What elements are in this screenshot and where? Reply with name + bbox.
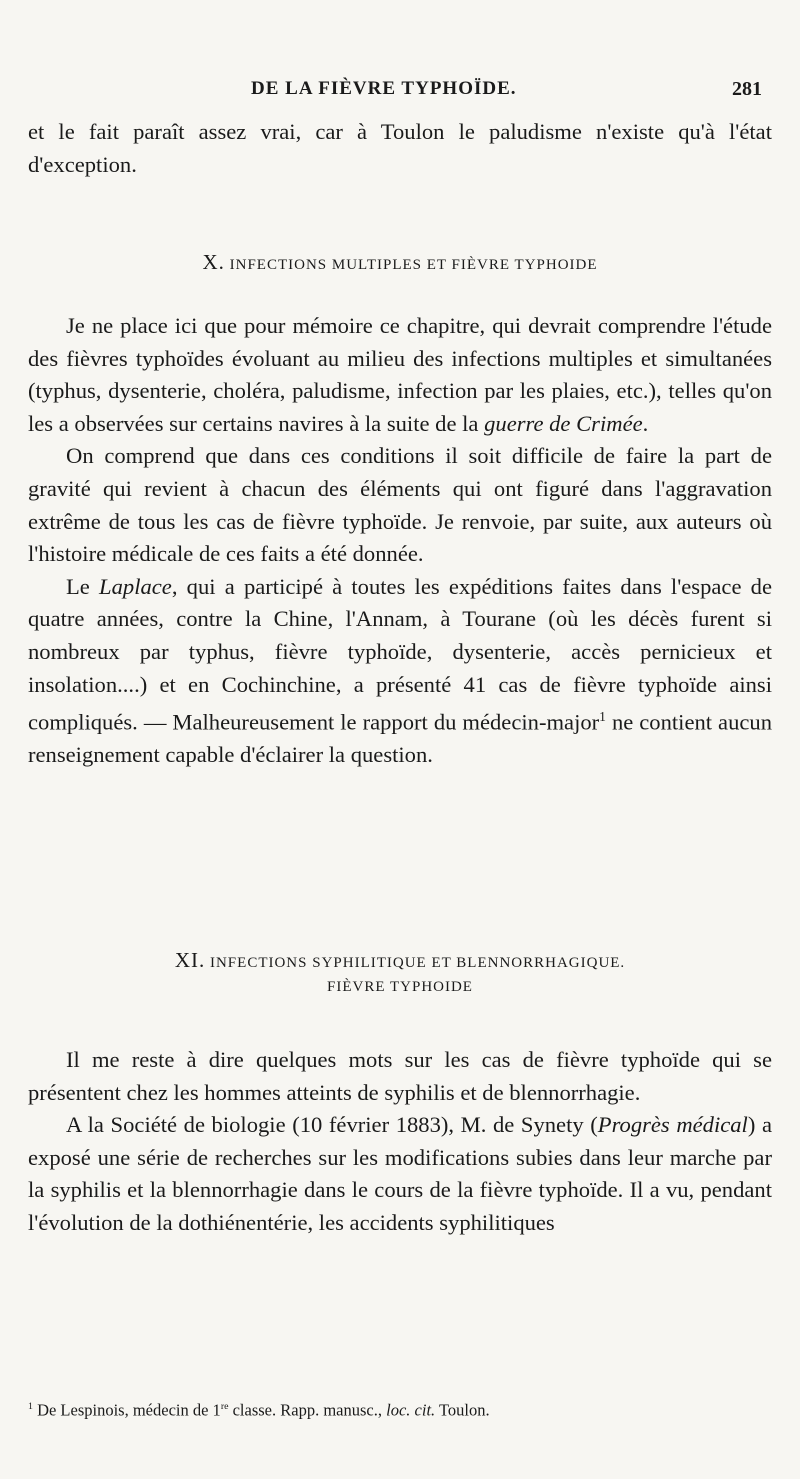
footnote-text-middle: classe. Rapp. manusc., [228, 1400, 387, 1420]
footnote [28, 1396, 772, 1422]
section-xi-p2-end: ) a exposé une série de recherches sur les modifications subies dans leur marche par la syphilis et la blennorrhagie dans le cours de la fièvre typhoïde. Il a vu, pendant l'évolution de la dothiénentérie, les accidents syphilitiques [28, 1112, 772, 1235]
section-xi-title-line-2: FIÈVRE TYPHOIDE [327, 979, 473, 995]
page-number: 281 [732, 78, 762, 100]
footnote-ordinal: re [220, 1401, 229, 1412]
section-x-paragraph-2: On comprend que dans ces conditions il soit difficile de faire la part de gravité qui revient à chacun des éléments qui ont figuré dans l'aggravation extrême de tous les cas de fièvre typhoïde. Je renvoie, par suite, aux auteurs où l'histoire médicale de ces faits a été donnée. [28, 443, 772, 567]
section-x-p3-start: Le [66, 573, 100, 599]
section-xi-paragraph-1: Il me reste à dire quelques mots sur les cas de fièvre typhoïde qui se présentent chez les hommes atteints de syphilis et de blennorrhagie. [28, 1047, 772, 1105]
footnote-marker: 1 [28, 1401, 33, 1412]
section-xi-heading [0, 948, 800, 996]
running-header [0, 78, 800, 104]
running-title: DE LA FIÈVRE TYPHOÏDE. [251, 78, 517, 99]
section-xi-number: XI. [174, 948, 206, 972]
section-x-p1-end: . [642, 410, 649, 436]
section-xi-body [28, 1044, 772, 1240]
footnote-text-start: De Lespinois, médecin de 1 [37, 1400, 221, 1420]
section-xi-paragraph-2 [28, 1109, 772, 1239]
section-x-body [28, 310, 772, 772]
section-x-p1-text: Je ne place ici que pour mémoire ce chapitre, qui devrait comprendre l'étude des fièvres typhoïdes évoluant au milieu des infections multiples et simultanées (typhus, dysenterie, choléra, paludisme, infection par les plaies, etc.), telles qu'on les a observées sur certains navires à la suite de la [28, 313, 772, 436]
intro-text: et le fait paraît assez vrai, car à Toulon le paludisme n'existe qu'à l'état d'exception. [28, 119, 772, 177]
ship-name: Laplace [99, 573, 172, 599]
section-xi-heading-line-1 [0, 948, 800, 973]
journal-title: Progrès médical [597, 1112, 748, 1138]
section-x-p3-end: ne contient aucun renseignement capable d'éclairer la question. [28, 709, 773, 768]
section-xi-title-line-1: INFECTIONS SYPHILITIQUE ET BLENNORRHAGIQUE. [209, 955, 626, 971]
footnote-text-end: Toulon. [435, 1400, 490, 1420]
section-xi-p2-start: A la Société de biologie (10 février 1883), M. de Synety ( [66, 1112, 598, 1138]
section-x-p1-italic: guerre de Crimée [484, 410, 643, 436]
section-x-paragraph-3 [28, 571, 772, 772]
section-x-paragraph-1 [28, 310, 772, 440]
section-x-number: X. [202, 250, 225, 274]
intro-paragraph [28, 116, 772, 181]
section-x-title: INFECTIONS MULTIPLES ET FIÈVRE TYPHOIDE [229, 257, 598, 273]
footnote-citation: loc. cit. [386, 1400, 436, 1420]
section-x-p3-middle: , qui a participé à toutes les expéditions faites dans l'espace de quatre années, contre la Chine, l'Annam, à Tourane (où les décès furent si nombreux par typhus, fièvre typhoïde, dysenterie, accès pernicieux et insolation....) et en Cochinchine, a présenté 41 cas de fièvre typhoïde ainsi compliqués. — Malheureusement le rapport du médecin-major [28, 573, 772, 735]
section-x-heading [0, 250, 800, 275]
footnote-reference: 1 [599, 709, 606, 725]
